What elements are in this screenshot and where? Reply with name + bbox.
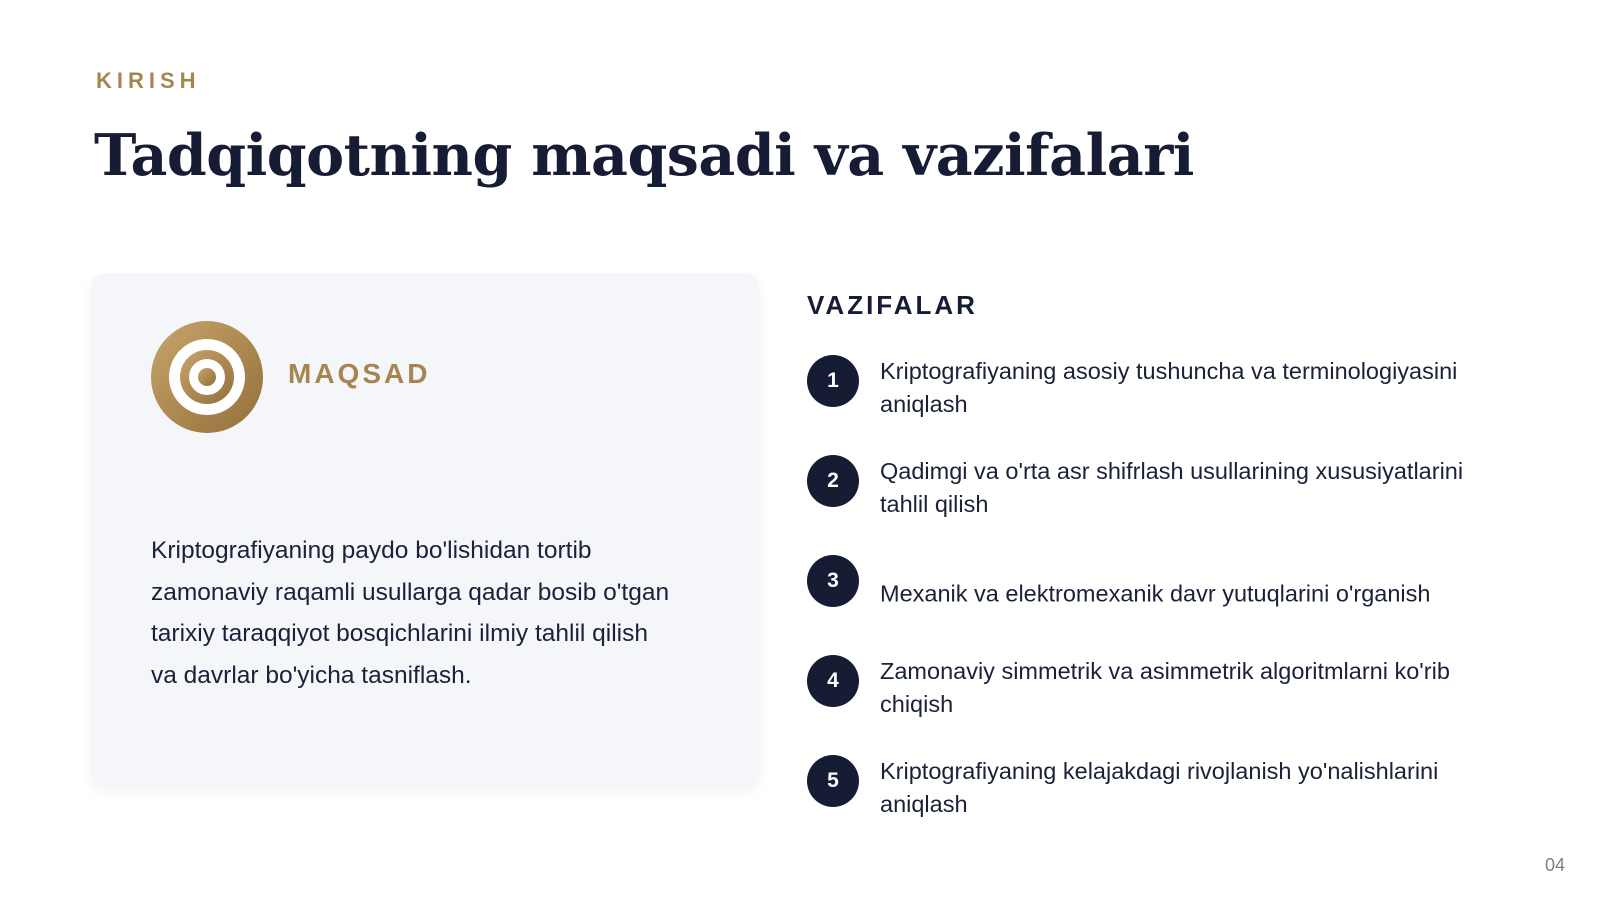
task-number-badge: 1: [807, 355, 859, 407]
task-text: Kriptografiyaning kelajakdagi rivojlanish yo'nalishlarini aniqlash: [880, 758, 1439, 817]
task-item: [807, 555, 1507, 621]
goal-card: [91, 273, 759, 785]
target-icon: [151, 321, 263, 433]
task-text: Zamonaviy simmetrik va asimmetrik algoritmlarni ko'rib chiqish: [880, 658, 1450, 717]
task-text: Mexanik va elektromexanik davr yutuqlarini o'rganish: [880, 580, 1431, 607]
task-text: Qadimgi va o'rta asr shifrlash usullarining xususiyatlarini tahlil qilish: [880, 458, 1464, 517]
goal-heading: MAQSAD: [288, 358, 431, 389]
goal-description: Kriptografiyaning paydo bo'lishidan tortib zamonaviy raqamli usullarga qadar bosib o'tgan tarixiy taraqqiyot bosqichlarini ilmiy tahlil qilish va davrlar bo'yicha tasniflash.: [151, 537, 670, 689]
task-item: [807, 655, 1507, 721]
page-number: 04: [1544, 855, 1565, 875]
section-label: KIRISH: [96, 68, 201, 93]
task-number-badge: 4: [807, 655, 859, 707]
task-item: [807, 455, 1507, 521]
task-item: [807, 755, 1507, 821]
task-number-badge: 2: [807, 455, 859, 507]
page-title: Tadqiqotning maqsadi va vazifalari: [94, 122, 1194, 189]
task-number-badge: 5: [807, 755, 859, 807]
task-text: Kriptografiyaning asosiy tushuncha va terminologiyasini aniqlash: [880, 358, 1458, 417]
tasks-heading: VAZIFALAR: [807, 290, 978, 320]
task-item: [807, 355, 1507, 421]
task-number-badge: 3: [807, 555, 859, 607]
